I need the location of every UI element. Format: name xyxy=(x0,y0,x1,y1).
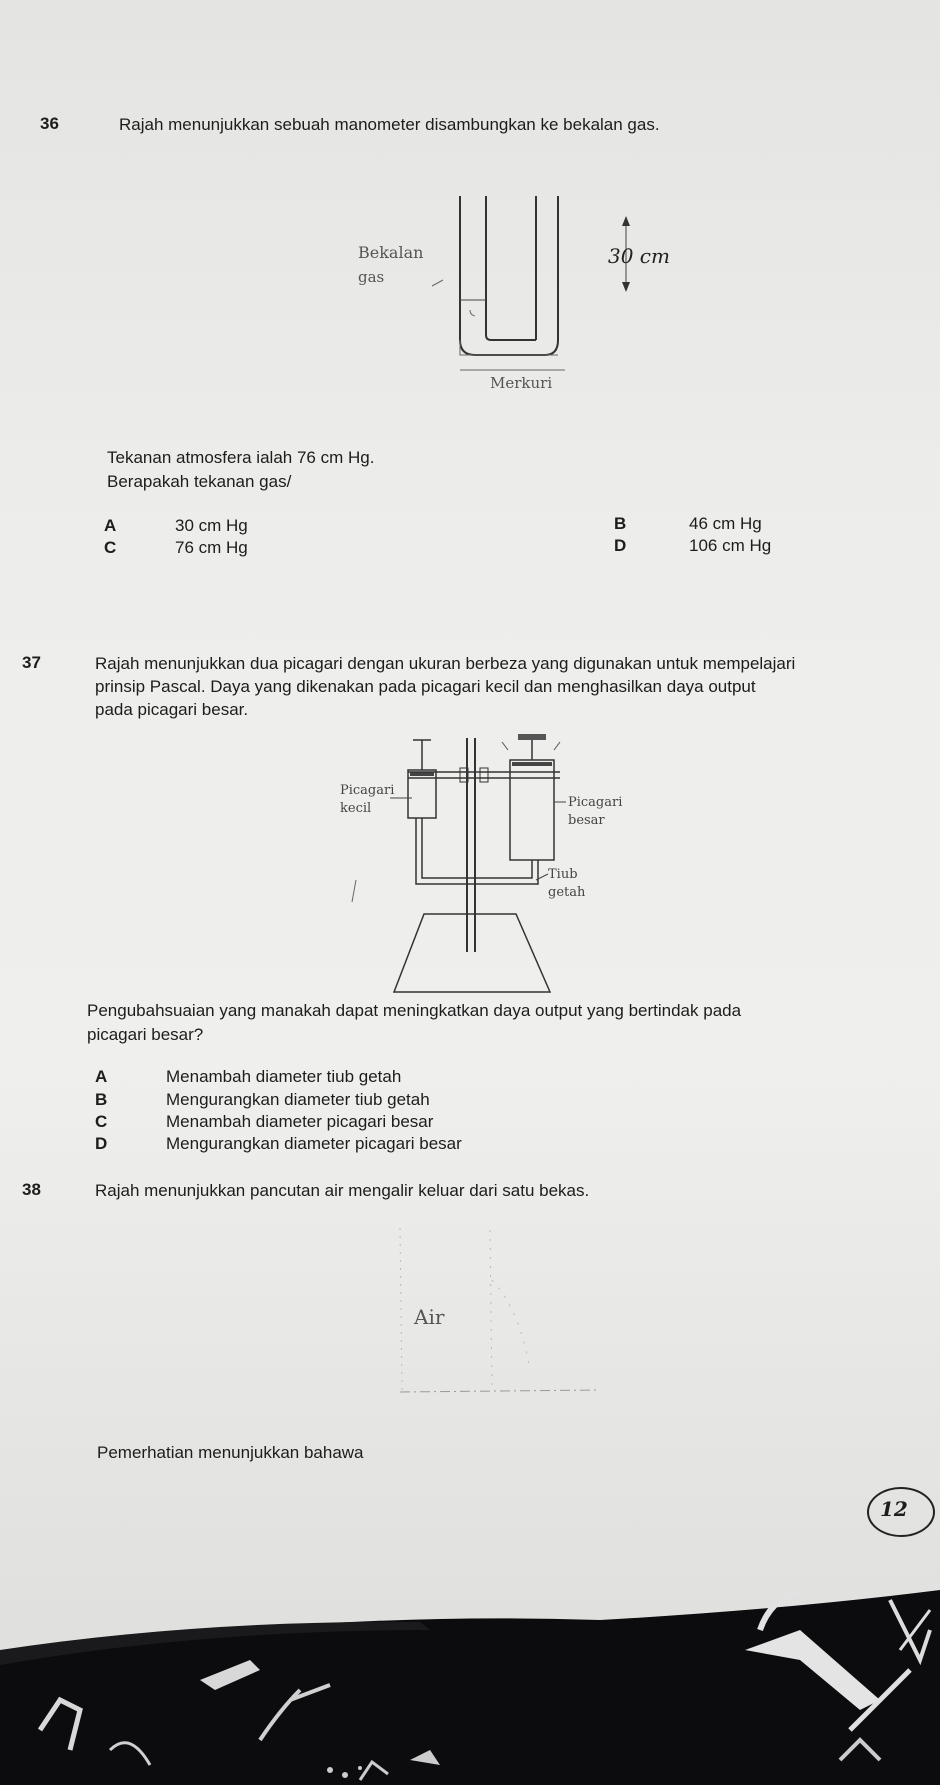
q37-number: 37 xyxy=(22,653,41,672)
large-syringe-label-1: Picagari xyxy=(568,795,623,810)
gas-label-line1: Bekalan xyxy=(358,243,424,262)
q36-option-d-letter[interactable]: D xyxy=(614,536,627,555)
q36-text: Rajah menunjukkan sebuah manometer disambungkan ke bekalan gas. xyxy=(119,115,660,134)
q36-option-c-letter[interactable]: C xyxy=(104,538,117,557)
small-syringe-label-1: Picagari xyxy=(340,783,395,798)
q37-question-line1: Pengubahsuaian yang manakah dapat meningkatkan daya output yang bertindak pada xyxy=(87,1001,742,1020)
water-label: Air xyxy=(414,1305,445,1329)
gas-label-line2: gas xyxy=(358,268,385,286)
q36-option-a-text[interactable]: 30 cm Hg xyxy=(175,516,248,535)
q37-option-b-letter[interactable]: B xyxy=(95,1090,108,1109)
q37-option-c-letter[interactable]: C xyxy=(95,1112,108,1131)
q36-line1: Tekanan atmosfera ialah 76 cm Hg. xyxy=(107,448,375,467)
tube-label-2: getah xyxy=(548,885,586,900)
q37-option-b-text[interactable]: Mengurangkan diameter tiub getah xyxy=(166,1090,430,1109)
q38-number: 38 xyxy=(22,1180,41,1199)
q36-option-b-letter[interactable]: B xyxy=(614,514,627,533)
q38-text: Rajah menunjukkan pancutan air mengalir keluar dari satu bekas. xyxy=(95,1181,590,1200)
q36-number: 36 xyxy=(40,114,59,133)
mercury-label: Merkuri xyxy=(490,374,553,390)
height-label: 30 cm xyxy=(608,244,670,268)
water-jet-diagram xyxy=(370,1220,620,1410)
q36-option-d-text[interactable]: 106 cm Hg xyxy=(689,536,772,555)
q36-option-a-letter[interactable]: A xyxy=(104,516,117,535)
q37-option-a-letter[interactable]: A xyxy=(95,1067,108,1086)
q36-line2: Berapakah tekanan gas/ xyxy=(107,472,292,491)
q37-option-c-text[interactable]: Menambah diameter picagari besar xyxy=(166,1112,434,1131)
q37-text-line3: pada picagari besar. xyxy=(95,700,249,719)
pascal-syringe-diagram xyxy=(320,730,680,1000)
manometer-diagram xyxy=(340,190,720,390)
q37-option-d-text[interactable]: Mengurangkan diameter picagari besar xyxy=(166,1134,462,1153)
q36-option-b-text[interactable]: 46 cm Hg xyxy=(689,514,762,533)
large-syringe-label-2: besar xyxy=(568,813,605,828)
page-number: 12 xyxy=(880,1497,908,1521)
q37-text-line2: prinsip Pascal. Daya yang dikenakan pada picagari kecil dan menghasilkan daya output xyxy=(95,677,756,696)
small-syringe-label-2: kecil xyxy=(340,801,372,816)
q37-option-d-letter[interactable]: D xyxy=(95,1134,108,1153)
fabric-background xyxy=(0,1590,940,1785)
q37-question-line2: picagari besar? xyxy=(87,1025,204,1044)
q36-option-c-text[interactable]: 76 cm Hg xyxy=(175,538,248,557)
tube-label-1: Tiub xyxy=(548,867,578,882)
q38-line: Pemerhatian menunjukkan bahawa xyxy=(97,1443,364,1462)
q37-option-a-text[interactable]: Menambah diameter tiub getah xyxy=(166,1067,402,1086)
q37-text-line1: Rajah menunjukkan dua picagari dengan ukuran berbeza yang digunakan untuk mempelajari xyxy=(95,654,796,673)
